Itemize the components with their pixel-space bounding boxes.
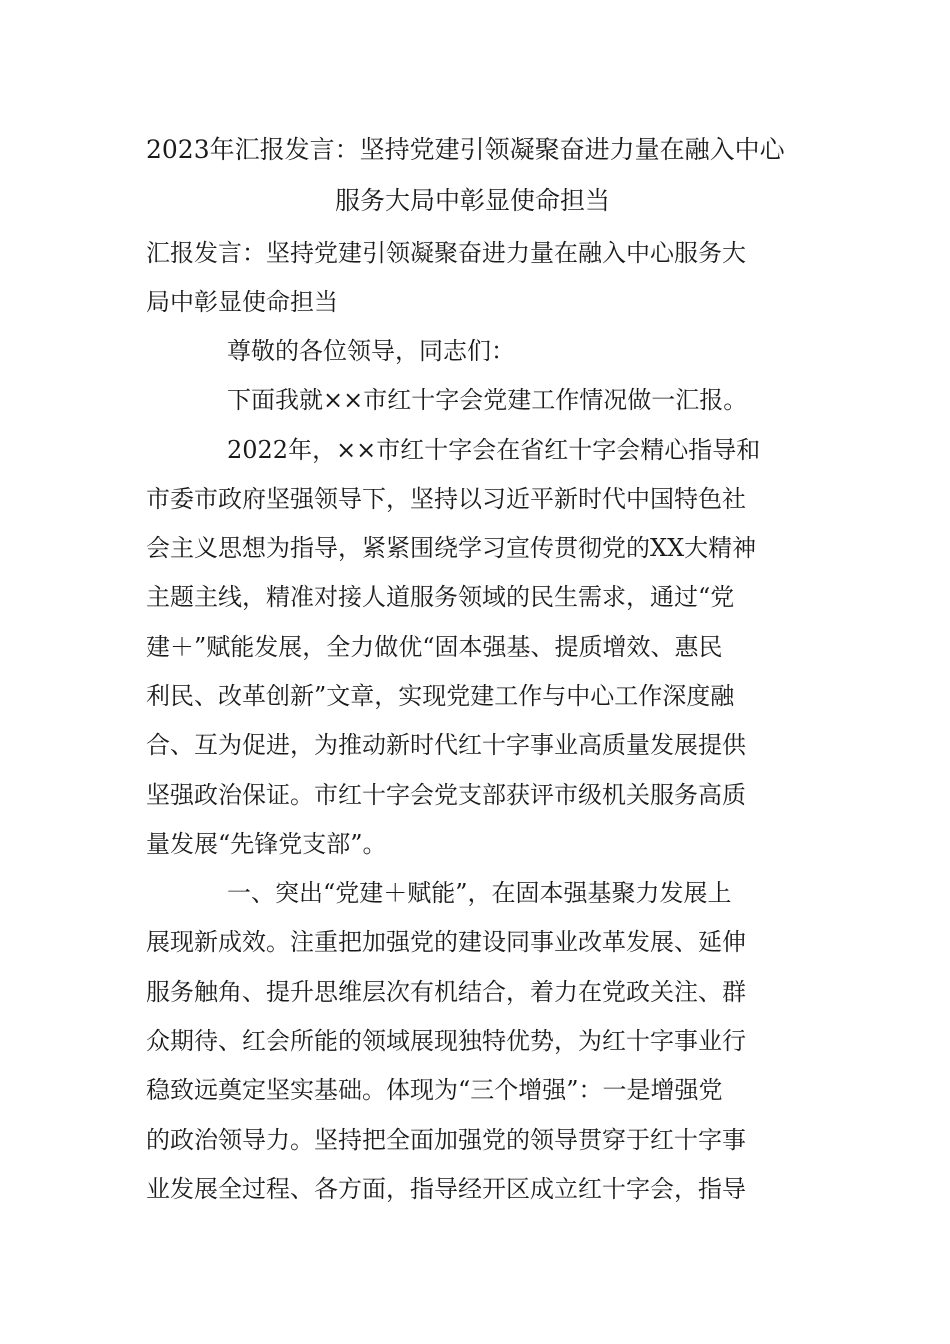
paragraph-1-line-1: 2022年，××市红十字会在省红十字会精心指导和 — [227, 436, 761, 464]
subtitle-line-2: 局中彰显使命担当 — [146, 288, 338, 316]
subtitle-line-1: 汇报发言：坚持党建引领凝聚奋进力量在融入中心服务大 — [146, 239, 746, 267]
paragraph-2-line-6: 的政治领导力。坚持把全面加强党的领导贯穿于红十字事 — [146, 1126, 746, 1154]
greeting: 尊敬的各位领导，同志们： — [227, 337, 515, 365]
title-line-2: 服务大局中彰显使命担当 — [335, 186, 611, 215]
paragraph-2-line-2: 展现新成效。注重把加强党的建设同事业改革发展、延伸 — [146, 928, 746, 956]
paragraph-2-line-5: 稳致远奠定坚实基础。体现为“三个增强”：一是增强党 — [146, 1076, 723, 1104]
paragraph-2-line-3: 服务触角、提升思维层次有机结合，着力在党政关注、群 — [146, 978, 746, 1006]
paragraph-1-line-2: 市委市政府坚强领导下，坚持以习近平新时代中国特色社 — [146, 485, 746, 513]
paragraph-1-line-3: 会主义思想为指导，紧紧围绕学习宣传贯彻党的XX大精神 — [146, 534, 757, 562]
paragraph-1-line-5: 建＋”赋能发展，全力做优“固本强基、提质增效、惠民 — [146, 633, 723, 661]
paragraph-2-line-7: 业发展全过程、各方面，指导经开区成立红十字会，指导 — [146, 1175, 746, 1203]
intro-sentence: 下面我就××市红十字会党建工作情况做一汇报。 — [227, 386, 748, 414]
title-line-1: 2023年汇报发言：坚持党建引领凝聚奋进力量在融入中心 — [146, 135, 785, 164]
paragraph-1-line-4: 主题主线，精准对接人道服务领域的民生需求，通过“党 — [146, 583, 735, 611]
paragraph-2-line-1: 一、突出“党建＋赋能”，在固本强基聚力发展上 — [227, 879, 732, 907]
paragraph-1-line-8: 坚强政治保证。市红十字会党支部获评市级机关服务高质 — [146, 781, 746, 809]
paragraph-1-line-9: 量发展“先锋党支部”。 — [146, 830, 387, 858]
paragraph-2-line-4: 众期待、红会所能的领域展现独特优势，为红十字事业行 — [146, 1027, 746, 1055]
paragraph-1-line-7: 合、互为促进，为推动新时代红十字事业高质量发展提供 — [146, 731, 746, 759]
paragraph-1-line-6: 利民、改革创新”文章，实现党建工作与中心工作深度融 — [146, 682, 735, 710]
